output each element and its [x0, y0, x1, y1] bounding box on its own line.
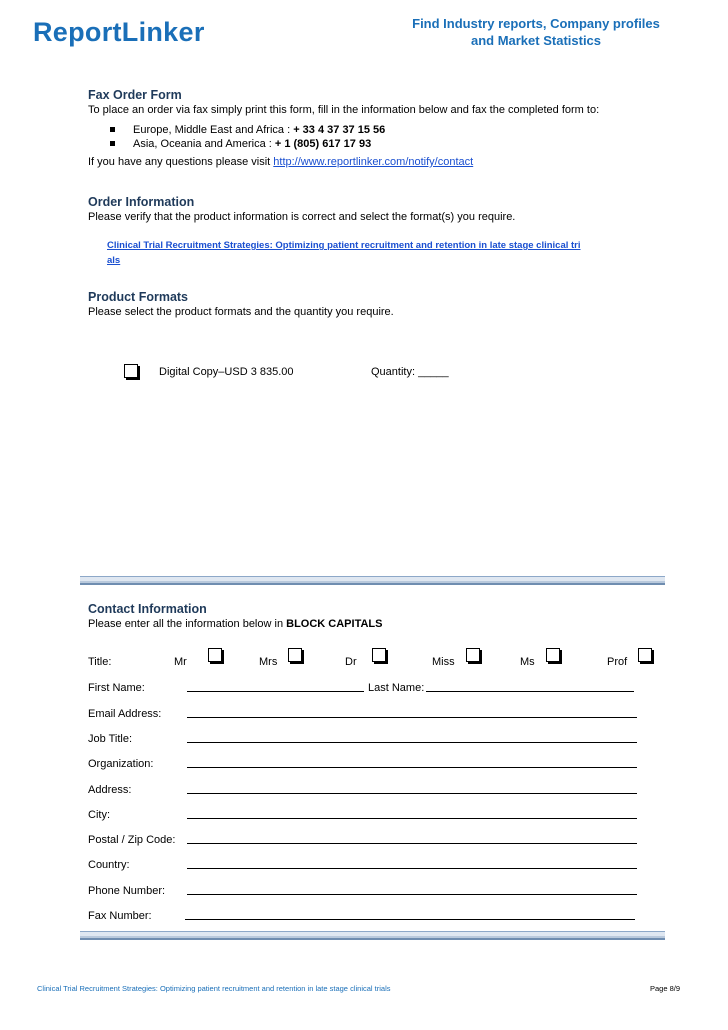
contact-link[interactable]: http://www.reportlinker.com/notify/contact — [273, 156, 474, 168]
product-title-line2: als — [107, 255, 121, 266]
block-capitals-text: BLOCK CAPITALS — [286, 618, 383, 630]
title-option-dr-label: Dr — [345, 656, 357, 668]
city-field[interactable] — [187, 807, 637, 819]
first-name-field[interactable] — [187, 680, 364, 692]
title-option-miss-label: Miss — [432, 656, 455, 668]
address-field[interactable] — [187, 782, 637, 794]
fax-number-label: Fax Number: — [88, 910, 152, 922]
phone-number-label: Phone Number: — [88, 885, 166, 897]
first-name-label: First Name: — [88, 682, 145, 694]
postal-zip-code-label: Postal / Zip Code: — [88, 834, 176, 846]
organization-label: Organization: — [88, 758, 154, 770]
phone-number-field[interactable] — [187, 883, 637, 895]
bullet-label: Asia, Oceania and America : — [133, 138, 275, 150]
footer-report-title: Clinical Trial Recruitment Strategies: Optimizing patient recruitment and retention in late stage clinical trials — [37, 984, 391, 993]
fax-bullet-apac — [110, 138, 510, 152]
fax-order-form-heading: Fax Order Form — [88, 88, 182, 102]
fax-number-apac: + 1 (805) 617 17 93 — [274, 138, 372, 150]
product-title-line1: Clinical Trial Recruitment Strategies: Optimizing patient recruitment and retention in late stage clinical tri — [107, 240, 581, 251]
reportlinker-logo: ReportLinker — [33, 17, 205, 47]
order-information-desc: Please verify that the product information is correct and select the format(s) you require. — [88, 211, 516, 223]
fax-number-field[interactable] — [185, 908, 635, 920]
title-dr-checkbox[interactable] — [372, 648, 386, 662]
bullet-square-icon — [110, 127, 115, 132]
order-information-heading: Order Information — [88, 195, 195, 209]
city-label: City: — [88, 809, 110, 821]
fax-intro-text: To place an order via fax simply print this form, fill in the information below and fax the completed form to: — [88, 104, 600, 116]
section-divider — [80, 575, 665, 585]
section-divider-bottom — [80, 930, 665, 940]
fax-bullet-emea — [110, 124, 510, 138]
product-formats-heading: Product Formats — [88, 290, 189, 304]
address-label: Address: — [88, 784, 132, 796]
footer-page-number: Page 8/9 — [649, 984, 680, 993]
title-option-mr-label: Mr — [174, 656, 187, 668]
header-tagline — [380, 15, 692, 49]
tagline-line1: Find Industry reports, Company profiles — [412, 16, 660, 31]
product-title-link[interactable] — [107, 238, 602, 268]
digital-copy-checkbox[interactable] — [124, 364, 138, 378]
title-label: Title: — [88, 656, 112, 668]
title-option-ms-label: Ms — [520, 656, 535, 668]
country-label: Country: — [88, 859, 130, 871]
tagline-line2: and Market Statistics — [470, 33, 602, 48]
title-option-mrs-label: Mrs — [259, 656, 278, 668]
bullet-square-icon — [110, 141, 115, 146]
title-mrs-checkbox[interactable] — [288, 648, 302, 662]
title-prof-checkbox[interactable] — [638, 648, 652, 662]
questions-prefix: If you have any questions please visit — [88, 156, 274, 168]
contact-information-heading: Contact Information — [88, 602, 207, 616]
questions-text — [88, 156, 473, 168]
digital-copy-label: Digital Copy–USD 3 835.00 — [159, 366, 294, 378]
title-miss-checkbox[interactable] — [466, 648, 480, 662]
fax-number-emea: + 33 4 37 37 15 56 — [293, 124, 386, 136]
product-formats-desc: Please select the product formats and the quantity you require. — [88, 306, 394, 318]
postal-zip-code-field[interactable] — [187, 832, 637, 844]
quantity-field[interactable]: Quantity: _____ — [371, 366, 449, 378]
last-name-field[interactable] — [426, 680, 634, 692]
last-name-label: Last Name: — [368, 682, 425, 694]
email-address-field[interactable] — [187, 706, 637, 718]
title-option-prof-label: Prof — [607, 656, 628, 668]
title-ms-checkbox[interactable] — [546, 648, 560, 662]
job-title-label: Job Title: — [88, 733, 133, 745]
organization-field[interactable] — [187, 756, 637, 768]
country-field[interactable] — [187, 857, 637, 869]
email-address-label: Email Address: — [88, 708, 162, 720]
job-title-field[interactable] — [187, 731, 637, 743]
title-mr-checkbox[interactable] — [208, 648, 222, 662]
contact-information-desc — [88, 618, 382, 630]
bullet-label: Europe, Middle East and Africa : — [133, 124, 294, 136]
contact-desc-prefix: Please enter all the information below in — [88, 618, 287, 630]
